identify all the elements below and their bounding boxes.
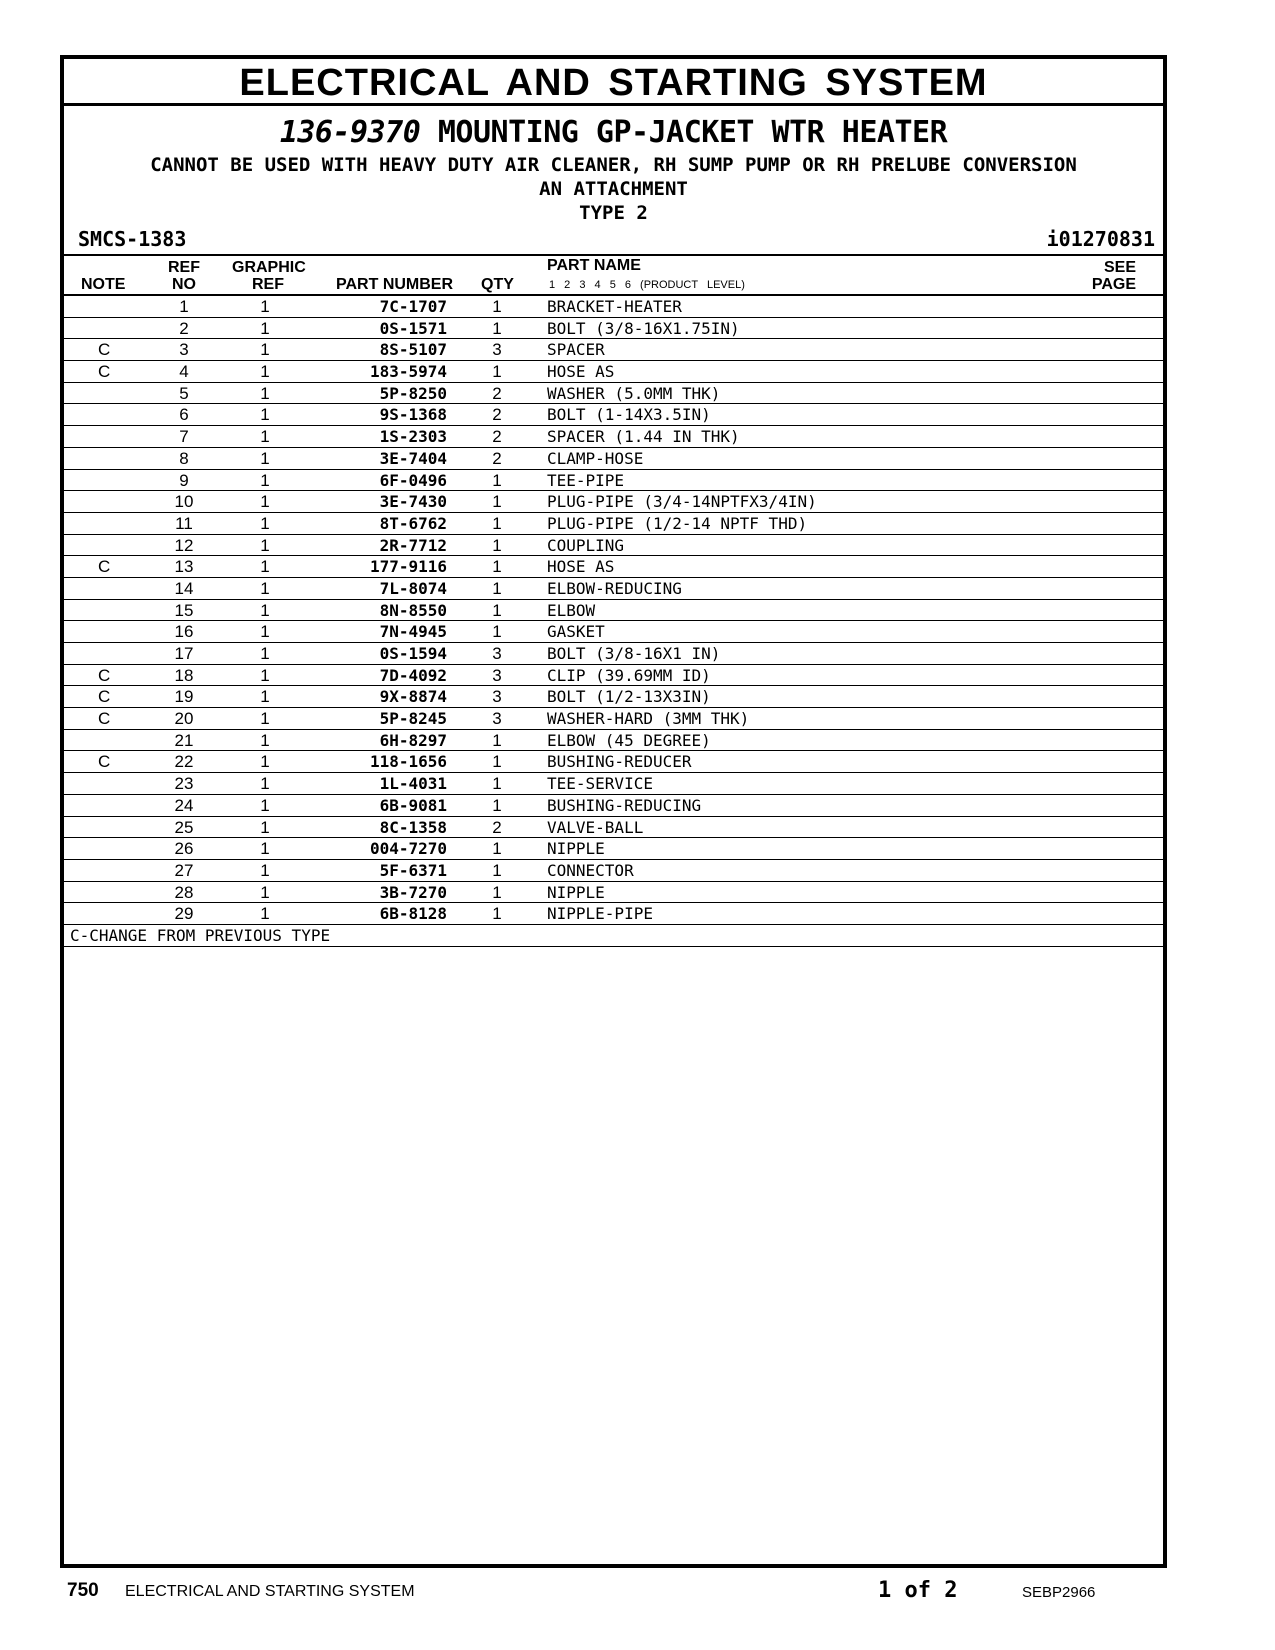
table-row — [64, 491, 1163, 513]
col-header-graphic-bottom: REF — [252, 276, 284, 293]
cell-part-name: TEE-SERVICE — [547, 774, 653, 794]
cell-graphic-ref: 1 — [260, 600, 270, 620]
table-row — [64, 383, 1163, 405]
cell-part-name: BUSHING-REDUCING — [547, 795, 702, 815]
cell-note: C — [98, 665, 111, 685]
cell-graphic-ref: 1 — [260, 795, 270, 815]
type-label: TYPE 2 — [579, 202, 648, 224]
col-header-ref-bottom: NO — [172, 276, 196, 293]
cell-part-number: 8C-1358 — [379, 817, 447, 837]
table-row — [64, 318, 1163, 340]
cell-qty: 1 — [492, 557, 502, 577]
cell-part-name: BOLT (3/8-16X1.75IN) — [547, 318, 740, 338]
cell-part-name: VALVE-BALL — [547, 817, 644, 837]
cell-qty: 1 — [492, 795, 502, 815]
cell-part-number: 7N-4945 — [379, 622, 447, 642]
table-row — [64, 686, 1163, 708]
cell-part-name: HOSE AS — [547, 557, 615, 577]
cell-ref-no: 23 — [174, 774, 194, 794]
cell-graphic-ref: 1 — [260, 665, 270, 685]
cell-part-number: 6F-0496 — [379, 470, 447, 490]
cell-qty: 2 — [492, 383, 502, 403]
document-code: SEBP2966 — [1022, 1584, 1096, 1601]
footnote-text: C-CHANGE FROM PREVIOUS TYPE — [70, 925, 331, 945]
cell-graphic-ref: 1 — [260, 557, 270, 577]
table-body — [64, 296, 1163, 925]
cell-part-number: 5F-6371 — [379, 860, 447, 880]
cell-ref-no: 2 — [179, 318, 189, 338]
cell-part-number: 7L-8074 — [379, 578, 447, 598]
cell-part-number: 3E-7430 — [379, 492, 447, 512]
cell-qty: 1 — [492, 578, 502, 598]
cell-qty: 1 — [492, 600, 502, 620]
cell-part-number: 0S-1571 — [379, 318, 447, 338]
table-row — [64, 665, 1163, 687]
table-row — [64, 708, 1163, 730]
cell-graphic-ref: 1 — [260, 752, 270, 772]
cell-part-number: 1L-4031 — [379, 774, 447, 794]
cell-part-name: ELBOW — [547, 600, 596, 620]
cell-ref-no: 17 — [174, 644, 194, 663]
cell-part-name: NIPPLE-PIPE — [547, 904, 653, 924]
cell-note: C — [98, 687, 111, 707]
cell-part-name: ELBOW-REDUCING — [547, 578, 682, 598]
document-id: i01270831 — [1046, 227, 1155, 251]
table-row — [64, 361, 1163, 383]
cell-part-name: PLUG-PIPE (1/2-14 NPTF THD) — [547, 513, 808, 533]
table-row — [64, 795, 1163, 817]
cell-qty: 1 — [492, 622, 502, 642]
usage-note-1: CANNOT BE USED WITH HEAVY DUTY AIR CLEANER, RH SUMP PUMP OR RH PRELUBE CONVERSION — [150, 154, 1077, 176]
footer-section-title: ELECTRICAL AND STARTING SYSTEM — [125, 1583, 415, 1600]
cell-ref-no: 26 — [174, 839, 194, 859]
cell-ref-no: 19 — [174, 687, 194, 707]
cell-part-name: BOLT (3/8-16X1 IN) — [547, 644, 721, 663]
cell-part-number: 6B-9081 — [379, 795, 447, 815]
cell-graphic-ref: 1 — [260, 860, 270, 880]
cell-part-number: 3E-7404 — [379, 448, 447, 468]
cell-qty: 1 — [492, 492, 502, 512]
table-row — [64, 513, 1163, 535]
cell-graphic-ref: 1 — [260, 904, 270, 924]
cell-graphic-ref: 1 — [260, 622, 270, 642]
cell-part-name: NIPPLE — [547, 882, 605, 902]
cell-qty: 3 — [492, 709, 502, 729]
cell-qty: 3 — [492, 687, 502, 707]
cell-part-number: 177-9116 — [369, 557, 447, 577]
cell-ref-no: 20 — [174, 709, 194, 729]
col-header-product-level: 1 2 3 4 5 6 (PRODUCT LEVEL) — [549, 279, 745, 291]
cell-qty: 1 — [492, 318, 502, 338]
cell-graphic-ref: 1 — [260, 817, 270, 837]
table-row — [64, 578, 1163, 600]
cell-ref-no: 13 — [174, 557, 194, 577]
cell-part-name: GASKET — [547, 622, 605, 642]
cell-part-name: COUPLING — [547, 535, 625, 555]
col-header-note: NOTE — [81, 276, 126, 293]
cell-part-number: 5P-8250 — [379, 383, 447, 403]
cell-part-number: 004-7270 — [369, 839, 447, 859]
col-header-part-number: PART NUMBER — [336, 276, 454, 293]
cell-ref-no: 7 — [179, 427, 189, 447]
cell-qty: 3 — [492, 644, 502, 663]
cell-note: C — [98, 340, 111, 360]
cell-part-number: 8N-8550 — [379, 600, 447, 620]
cell-note: C — [98, 362, 111, 382]
table-row — [64, 751, 1163, 773]
col-header-see-top: SEE — [1103, 259, 1136, 276]
cell-part-number: 3B-7270 — [379, 882, 447, 902]
cell-graphic-ref: 1 — [260, 687, 270, 707]
cell-part-name: PLUG-PIPE (3/4-14NPTFX3/4IN) — [547, 492, 817, 512]
cell-ref-no: 18 — [174, 665, 194, 685]
cell-ref-no: 9 — [179, 470, 189, 490]
cell-graphic-ref: 1 — [260, 774, 270, 794]
cell-part-number: 9S-1368 — [379, 405, 447, 425]
cell-qty: 1 — [492, 730, 502, 750]
section-title: ELECTRICAL AND STARTING SYSTEM — [239, 62, 988, 104]
cell-part-name: CLIP (39.69MM ID) — [547, 665, 711, 685]
cell-qty: 1 — [492, 297, 502, 316]
title-divider — [64, 103, 1163, 106]
cell-graphic-ref: 1 — [260, 839, 270, 859]
cell-ref-no: 21 — [174, 730, 194, 750]
col-header-part-name: PART NAME — [547, 257, 641, 274]
table-row — [64, 838, 1163, 860]
header-divider — [64, 254, 1163, 256]
cell-ref-no: 22 — [174, 752, 194, 772]
cell-qty: 3 — [492, 665, 502, 685]
cell-note: C — [98, 557, 111, 577]
table-row — [64, 903, 1163, 925]
cell-qty: 1 — [492, 839, 502, 859]
cell-graphic-ref: 1 — [260, 535, 270, 555]
cell-graphic-ref: 1 — [260, 427, 270, 447]
table-row — [64, 882, 1163, 904]
cell-ref-no: 12 — [174, 535, 194, 555]
cell-part-name: CLAMP-HOSE — [547, 448, 644, 468]
cell-part-number: 6H-8297 — [379, 730, 447, 750]
cell-graphic-ref: 1 — [260, 318, 270, 338]
group-name: MOUNTING GP-JACKET WTR HEATER — [437, 115, 948, 150]
cell-part-name: BOLT (1/2-13X3IN) — [547, 687, 711, 707]
cell-part-name: SPACER (1.44 IN THK) — [547, 427, 740, 447]
cell-note: C — [98, 752, 111, 772]
cell-qty: 1 — [492, 513, 502, 533]
table-row — [64, 643, 1163, 665]
page-of-count: 1 of 2 — [878, 1578, 958, 1603]
cell-qty: 1 — [492, 882, 502, 902]
col-header-graphic-top: GRAPHIC — [232, 259, 306, 276]
cell-graphic-ref: 1 — [260, 448, 270, 468]
cell-graphic-ref: 1 — [260, 578, 270, 598]
cell-part-number: 5P-8245 — [379, 709, 447, 729]
cell-qty: 1 — [492, 774, 502, 794]
cell-part-number: 7D-4092 — [379, 665, 447, 685]
col-header-see-bottom: PAGE — [1091, 276, 1136, 293]
page-frame — [60, 55, 1167, 1568]
cell-part-number: 7C-1707 — [379, 297, 447, 316]
cell-ref-no: 27 — [174, 860, 194, 880]
footnote-row — [64, 925, 1163, 947]
cell-graphic-ref: 1 — [260, 644, 270, 663]
table-row — [64, 730, 1163, 752]
cell-graphic-ref: 1 — [260, 362, 270, 382]
cell-ref-no: 14 — [174, 578, 194, 598]
cell-graphic-ref: 1 — [260, 340, 270, 360]
table-row — [64, 860, 1163, 882]
cell-ref-no: 6 — [179, 405, 189, 425]
cell-graphic-ref: 1 — [260, 513, 270, 533]
cell-part-number: 183-5974 — [369, 362, 447, 382]
cell-qty: 1 — [492, 860, 502, 880]
cell-ref-no: 25 — [174, 817, 194, 837]
table-row — [64, 426, 1163, 448]
cell-ref-no: 15 — [174, 600, 194, 620]
cell-graphic-ref: 1 — [260, 492, 270, 512]
cell-ref-no: 29 — [174, 904, 194, 924]
cell-part-number: 9X-8874 — [379, 687, 447, 707]
table-row — [64, 600, 1163, 622]
cell-note: C — [98, 709, 111, 729]
cell-qty: 2 — [492, 817, 502, 837]
cell-ref-no: 11 — [175, 513, 193, 533]
cell-part-name: SPACER — [547, 340, 605, 360]
cell-part-name: BRACKET-HEATER — [547, 297, 682, 316]
table-row — [64, 817, 1163, 839]
cell-part-name: BUSHING-REDUCER — [547, 752, 692, 772]
cell-part-name: WASHER-HARD (3MM THK) — [547, 709, 750, 729]
table-row — [64, 470, 1163, 492]
col-header-qty: QTY — [481, 276, 514, 293]
parts-table — [64, 296, 1163, 947]
cell-ref-no: 4 — [179, 362, 189, 382]
cell-graphic-ref: 1 — [260, 470, 270, 490]
cell-part-number: 118-1656 — [369, 752, 447, 772]
cell-qty: 1 — [492, 470, 502, 490]
cell-part-number: 8T-6762 — [379, 513, 447, 533]
table-row — [64, 404, 1163, 426]
group-title — [64, 115, 1163, 151]
table-row — [64, 773, 1163, 795]
cell-ref-no: 5 — [179, 383, 189, 403]
cell-qty: 2 — [492, 448, 502, 468]
cell-graphic-ref: 1 — [260, 383, 270, 403]
cell-part-number: 6B-8128 — [379, 904, 447, 924]
cell-graphic-ref: 1 — [260, 882, 270, 902]
cell-part-number: 2R-7712 — [379, 535, 447, 555]
cell-part-number: 1S-2303 — [379, 427, 447, 447]
table-row — [64, 339, 1163, 361]
cell-qty: 3 — [492, 340, 502, 360]
col-header-ref-top: REF — [168, 259, 200, 276]
cell-part-number: 8S-5107 — [379, 340, 447, 360]
cell-ref-no: 24 — [174, 795, 194, 815]
cell-qty: 2 — [492, 405, 502, 425]
smcs-code: SMCS-1383 — [78, 227, 187, 251]
cell-qty: 2 — [492, 427, 502, 447]
cell-graphic-ref: 1 — [260, 730, 270, 750]
cell-qty: 1 — [492, 362, 502, 382]
usage-note-2: AN ATTACHMENT — [539, 178, 688, 200]
cell-part-name: BOLT (1-14X3.5IN) — [547, 405, 711, 425]
cell-ref-no: 1 — [179, 297, 189, 316]
cell-part-name: CONNECTOR — [547, 860, 634, 880]
cell-part-name: NIPPLE — [547, 839, 605, 859]
cell-qty: 1 — [492, 535, 502, 555]
table-row — [64, 296, 1163, 318]
cell-ref-no: 16 — [174, 622, 194, 642]
table-row — [64, 621, 1163, 643]
cell-part-name: TEE-PIPE — [547, 470, 625, 490]
cell-ref-no: 28 — [174, 882, 194, 902]
cell-part-name: HOSE AS — [547, 362, 615, 382]
table-row — [64, 556, 1163, 578]
cell-qty: 1 — [492, 752, 502, 772]
cell-graphic-ref: 1 — [260, 297, 270, 316]
page-number: 750 — [67, 1580, 99, 1601]
cell-graphic-ref: 1 — [260, 405, 270, 425]
group-number: 136-9370 — [279, 115, 421, 150]
cell-part-number: 0S-1594 — [379, 644, 447, 663]
cell-ref-no: 3 — [179, 340, 189, 360]
cell-part-name: ELBOW (45 DEGREE) — [547, 730, 711, 750]
table-row — [64, 535, 1163, 557]
cell-ref-no: 10 — [174, 492, 194, 512]
cell-part-name: WASHER (5.0MM THK) — [547, 383, 721, 403]
cell-graphic-ref: 1 — [260, 709, 270, 729]
table-row — [64, 448, 1163, 470]
cell-qty: 1 — [492, 904, 502, 924]
cell-ref-no: 8 — [179, 448, 189, 468]
